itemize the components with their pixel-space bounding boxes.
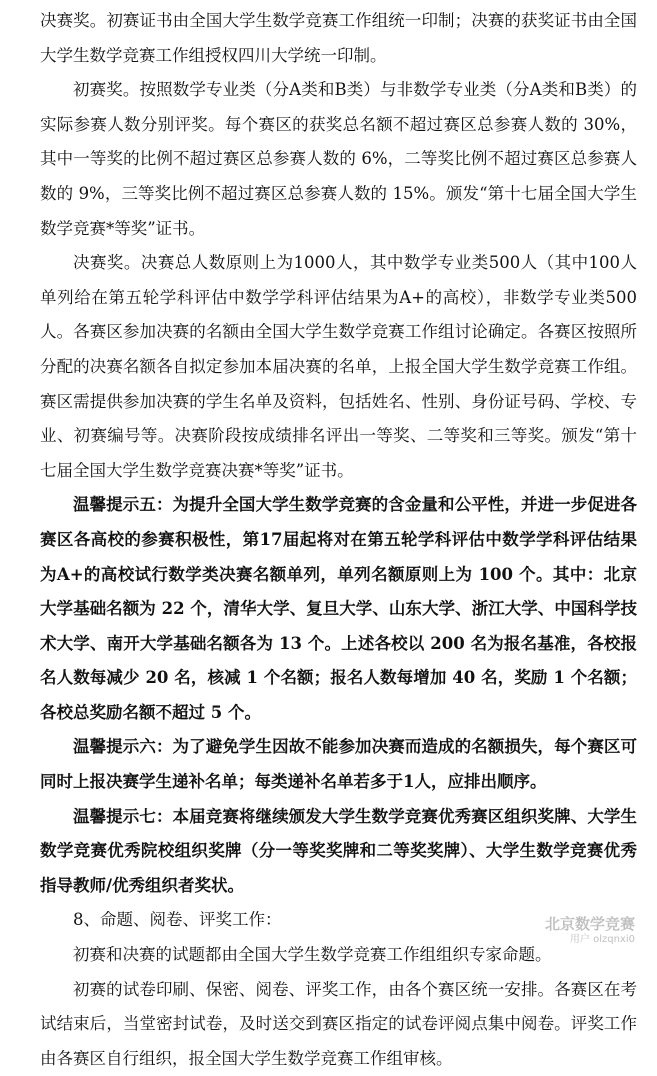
tip-seven: 温馨提示七：本届竞赛将继续颁发大学生数学竞赛优秀赛区组织奖牌、大学生数学竞赛优秀院校组织奖牌（分一等奖奖牌和二等奖奖牌）、大学生数学竞赛优秀指导教师/优秀组织者奖状。 [40, 806, 637, 895]
paragraph-final-awards: 决赛奖。决赛总人数原则上为1000人，其中数学专业类500人（其中100人单列给在第五轮学科评估中数学学科评估结果为A+的高校），非数学专业类500人。各赛区参加决赛的名额由全国大学生数学竞赛工作组讨论确定。各赛区按照所分配的决赛名额各自拟定参加本届决赛的名单，上报全国大学生数学竞赛工作组。赛区需提供参加决赛的学生名单及资料，包括姓名、性别、身份证号码、学校、专业、初赛编号等。决赛阶段按成绩排名评出一等奖、二等奖和三等奖。颁发“第十七届全国大学生数学竞赛决赛*等奖”证书。 [40, 253, 637, 480]
paragraph-awards-certificates: 决赛奖。初赛证书由全国大学生数学竞赛工作组统一印制；决赛的获奖证书由全国大学生数学竞赛工作组授权四川大学统一印制。 [40, 11, 637, 65]
section-heading-8: 8、命题、阅卷、评奖工作： [73, 910, 282, 930]
paragraph-question-setting: 初赛和决赛的试题都由全国大学生数学竞赛工作组组织专家命题。 [73, 945, 552, 965]
watermark [545, 916, 635, 948]
paragraph-preliminary-awards: 初赛奖。按照数学专业类（分A类和B类）与非数学专业类（分A类和B类）的实际参赛人数分别评奖。每个赛区的获奖总名额不超过赛区总参赛人数的 30%，其中一等奖的比例不超过赛区总参赛人数的 6%，二等奖比例不超过赛区总参赛人数的 9%，三等奖比例不超过赛区总参赛人数的 15%。颁发“第十七届全国大学生数学竞赛*等奖”证书。 [40, 80, 637, 238]
tip-five: 温馨提示五：为提升全国大学生数学竞赛的含金量和公平性，并进一步促进各赛区各高校的参赛积极性，第17届起将对在第五轮学科评估中数学学科评估结果为A+的高校试行数学类决赛名额单列，单列名额原则上为 100 个。其中：北京大学基础名额为 22 个，清华大学、复旦大学、山东大学、浙江大学、中国科学技术大学、南开大学基础名额各为 13 个。上述各校以 200 名为报名基准，各校报名人数每减少 20 名，核减 1 个名额；报名人数每增加 40 名，奖励 1 个名额；各校总奖励名额不超过 5 个。 [40, 495, 637, 722]
paragraph-grading: 初赛的试卷印刷、保密、阅卷、评奖工作，由各个赛区统一安排。各赛区在考试结束后，当堂密封试卷，及时送交到赛区指定的试卷评阅点集中阅卷。评奖工作由各赛区自行组织，报全国大学生数学竞赛工作组审核。 [40, 979, 637, 1068]
watermark-user: 用户 olzqnxi0 [569, 934, 635, 945]
watermark-title: 北京数学竞赛 [544, 915, 635, 933]
tip-six: 温馨提示六：为了避免学生因故不能参加决赛而造成的名额损失，每个赛区可同时上报决赛学生递补名单；每类递补名单若多于1人，应排出顺序。 [40, 737, 637, 792]
